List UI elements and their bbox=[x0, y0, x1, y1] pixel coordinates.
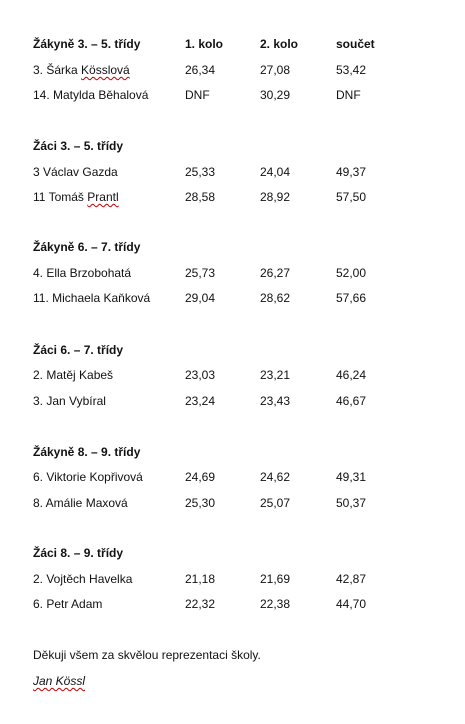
competitor-name-prefix: 3. Šárka bbox=[33, 63, 82, 77]
competitor-name bbox=[33, 61, 130, 79]
total-time: 46,24 bbox=[336, 368, 367, 382]
result-row bbox=[0, 494, 465, 512]
round-1-time: 25,30 bbox=[185, 496, 216, 510]
round-2-time: 26,27 bbox=[260, 266, 291, 280]
column-header-round-1: 1. kolo bbox=[185, 37, 224, 51]
total-time: 42,87 bbox=[336, 572, 367, 586]
competitor-name: 3 Václav Gazda bbox=[33, 165, 118, 179]
round-2-time: 28,92 bbox=[260, 190, 291, 204]
section-header bbox=[0, 544, 465, 562]
category-title: Žáci 3. – 5. třídy bbox=[33, 139, 124, 153]
result-row bbox=[0, 392, 465, 410]
result-row bbox=[0, 468, 465, 486]
total-time: 46,67 bbox=[336, 394, 367, 408]
competitor-surname: Kösslová bbox=[81, 63, 130, 77]
round-2-time: 30,29 bbox=[260, 88, 291, 102]
category-title: Žákyně 8. – 9. třídy bbox=[33, 445, 141, 459]
thanks-note: Děkuji všem za skvělou reprezentaci školy. bbox=[33, 648, 261, 662]
round-1-time: 22,32 bbox=[185, 597, 216, 611]
total-time: 49,37 bbox=[336, 165, 367, 179]
round-2-time: 22,38 bbox=[260, 597, 291, 611]
competitor-name: 8. Amálie Maxová bbox=[33, 496, 128, 510]
competitor-name bbox=[33, 188, 119, 206]
section-header bbox=[0, 35, 465, 53]
round-1-time: 25,73 bbox=[185, 266, 216, 280]
round-2-time: 28,62 bbox=[260, 291, 291, 305]
round-1-time: 23,03 bbox=[185, 368, 216, 382]
section-header bbox=[0, 137, 465, 155]
competitor-surname: Prantl bbox=[87, 190, 119, 204]
round-2-time: 27,08 bbox=[260, 63, 291, 77]
round-1-time: 28,58 bbox=[185, 190, 216, 204]
competitor-name: 3. Jan Vybíral bbox=[33, 394, 106, 408]
round-2-time: 23,21 bbox=[260, 368, 291, 382]
round-1-time: 21,18 bbox=[185, 572, 216, 586]
round-2-time: 21,69 bbox=[260, 572, 291, 586]
round-2-time: 24,62 bbox=[260, 470, 291, 484]
result-row bbox=[0, 366, 465, 384]
category-title: Žákyně 3. – 5. třídy bbox=[33, 37, 141, 51]
round-1-time: 25,33 bbox=[185, 165, 216, 179]
round-1-time: 23,24 bbox=[185, 394, 216, 408]
competitor-name: 2. Vojtěch Havelka bbox=[33, 572, 133, 586]
result-row bbox=[0, 595, 465, 613]
total-time: 49,31 bbox=[336, 470, 367, 484]
round-2-time: 23,43 bbox=[260, 394, 291, 408]
section-header bbox=[0, 238, 465, 256]
competitor-name-prefix: 11 Tomáš bbox=[33, 190, 88, 204]
signature: Jan Kössl bbox=[33, 674, 86, 688]
total-time: 44,70 bbox=[336, 597, 367, 611]
column-header-total: součet bbox=[336, 37, 375, 51]
round-1-time: DNF bbox=[185, 88, 210, 102]
result-row bbox=[0, 264, 465, 282]
total-time: 57,66 bbox=[336, 291, 367, 305]
result-row bbox=[0, 188, 465, 206]
section-header bbox=[0, 341, 465, 359]
result-row bbox=[0, 289, 465, 307]
result-row bbox=[0, 163, 465, 181]
round-2-time: 24,04 bbox=[260, 165, 291, 179]
competitor-name: 6. Viktorie Kopřivová bbox=[33, 470, 143, 484]
round-2-time: 25,07 bbox=[260, 496, 291, 510]
competitor-name: 6. Petr Adam bbox=[33, 597, 103, 611]
result-row bbox=[0, 570, 465, 588]
total-time: DNF bbox=[336, 88, 361, 102]
round-1-time: 26,34 bbox=[185, 63, 216, 77]
result-row bbox=[0, 86, 465, 104]
result-row bbox=[0, 61, 465, 79]
category-title: Žáci 6. – 7. třídy bbox=[33, 343, 124, 357]
competitor-name: 11. Michaela Kaňková bbox=[33, 291, 151, 305]
competitor-name: 4. Ella Brzobohatá bbox=[33, 266, 132, 280]
round-1-time: 24,69 bbox=[185, 470, 216, 484]
total-time: 50,37 bbox=[336, 496, 367, 510]
competitor-name: 2. Matěj Kabeš bbox=[33, 368, 114, 382]
total-time: 57,50 bbox=[336, 190, 367, 204]
section-header bbox=[0, 443, 465, 461]
category-title: Žákyně 6. – 7. třídy bbox=[33, 240, 141, 254]
round-1-time: 29,04 bbox=[185, 291, 216, 305]
competitor-name: 14. Matylda Běhalová bbox=[33, 88, 149, 102]
total-time: 52,00 bbox=[336, 266, 367, 280]
column-header-round-2: 2. kolo bbox=[260, 37, 299, 51]
category-title: Žáci 8. – 9. třídy bbox=[33, 546, 124, 560]
total-time: 53,42 bbox=[336, 63, 367, 77]
